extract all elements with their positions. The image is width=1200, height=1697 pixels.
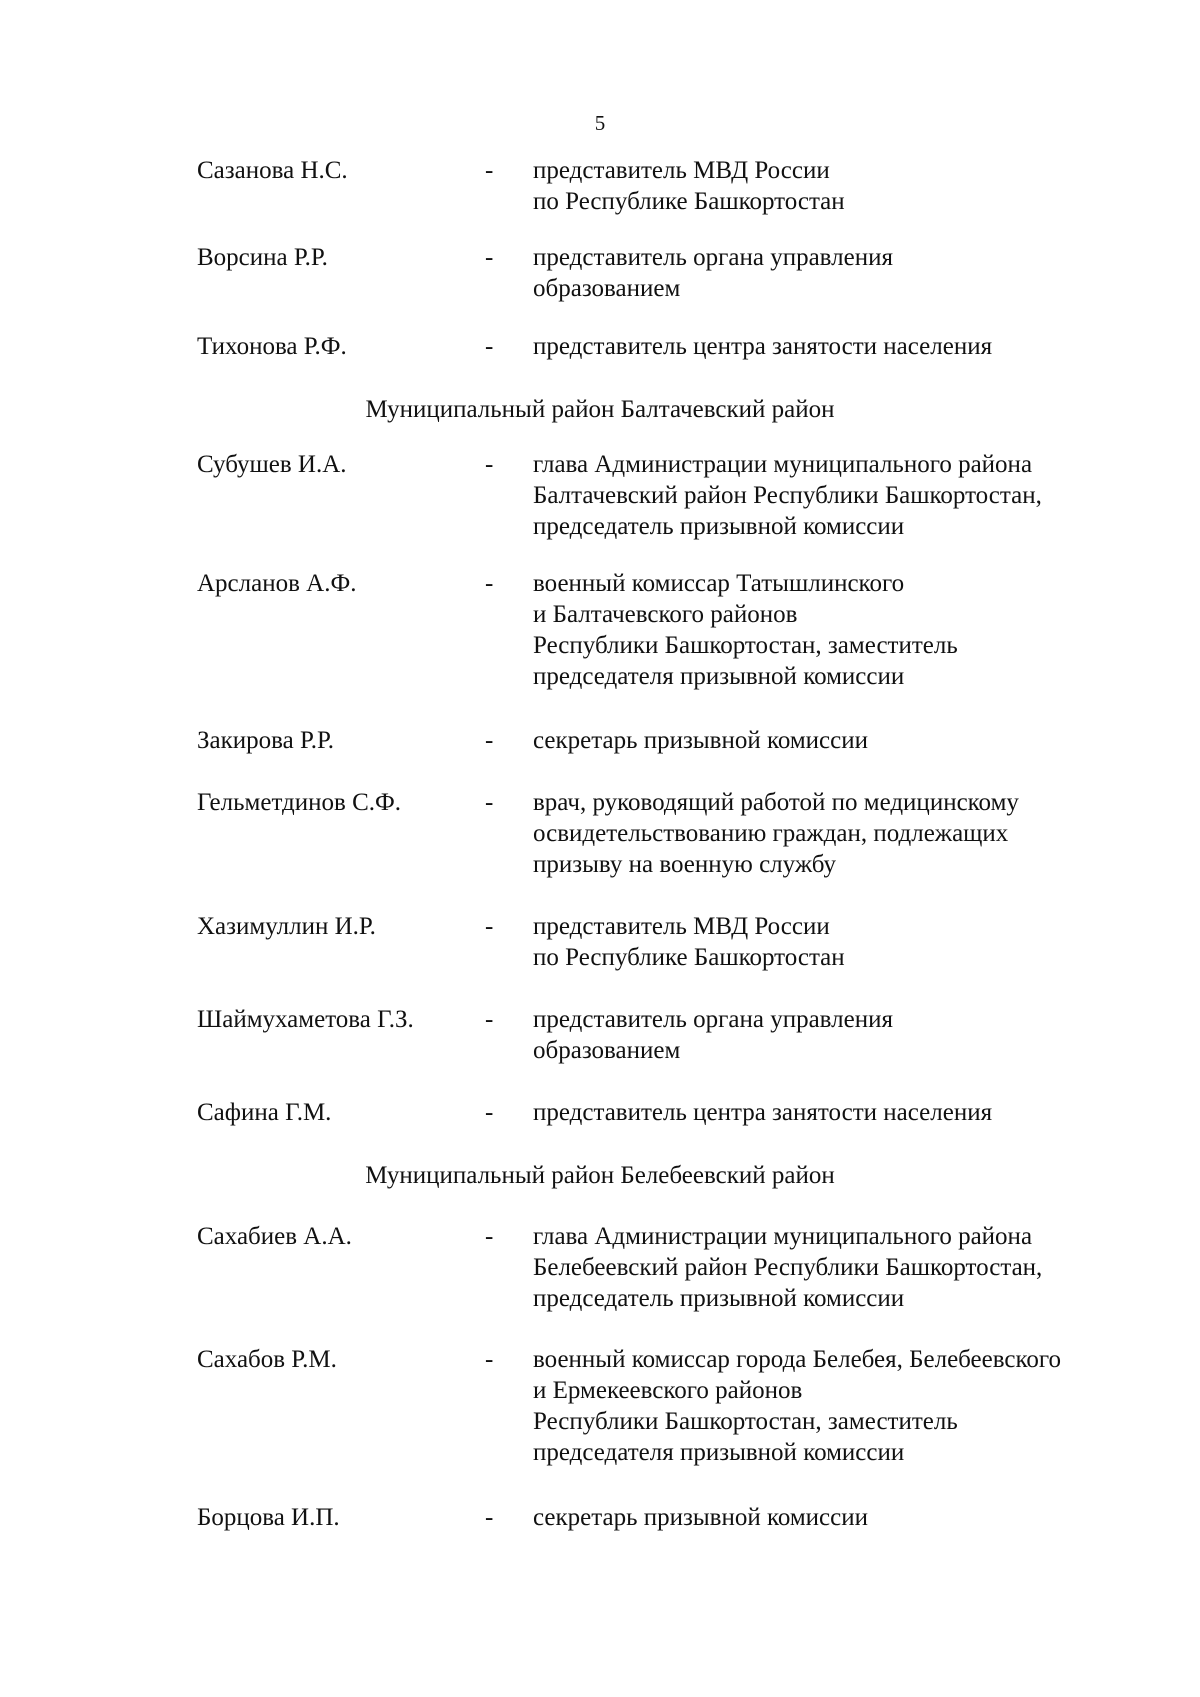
member-role bbox=[533, 155, 1133, 217]
role-line: врач, руководящий работой по медицинскому bbox=[533, 789, 1019, 816]
role-line: представитель центра занятости населения bbox=[533, 333, 993, 360]
role-line: секретарь призывной комиссии bbox=[533, 1504, 869, 1531]
role-line: Республики Башкортостан, заместитель bbox=[533, 632, 958, 659]
role-line: и Балтачевского районов bbox=[533, 601, 798, 628]
role-line: по Республике Башкортостан bbox=[533, 944, 845, 971]
role-line: представитель центра занятости населения bbox=[533, 1099, 993, 1126]
member-role bbox=[533, 1004, 1133, 1066]
member-role bbox=[533, 1344, 1133, 1468]
member-name: Арсланов А.Ф. bbox=[197, 570, 357, 597]
role-line: Белебеевский район Республики Башкортостан, bbox=[533, 1254, 1043, 1281]
dash-separator: - bbox=[485, 157, 494, 184]
role-line: секретарь призывной комиссии bbox=[533, 727, 869, 754]
member-role bbox=[533, 331, 1133, 362]
dash-separator: - bbox=[485, 570, 494, 597]
member-role bbox=[533, 1097, 1133, 1128]
role-line: образованием bbox=[533, 275, 681, 302]
member-role bbox=[533, 787, 1133, 880]
role-line: представитель органа управления bbox=[533, 1006, 893, 1033]
member-name: Сахабиев А.А. bbox=[197, 1223, 352, 1250]
role-line: Балтачевский район Республики Башкортостан, bbox=[533, 482, 1042, 509]
dash-separator: - bbox=[485, 727, 494, 754]
member-name: Шаймухаметова Г.З. bbox=[197, 1006, 414, 1033]
role-line: председатель призывной комиссии bbox=[533, 513, 905, 540]
role-line: военный комиссар Татышлинского bbox=[533, 570, 905, 597]
dash-separator: - bbox=[485, 1099, 494, 1126]
role-line: и Ермекеевского районов bbox=[533, 1377, 803, 1404]
role-line: председатель призывной комиссии bbox=[533, 1285, 905, 1312]
member-name: Субушев И.А. bbox=[197, 451, 347, 478]
member-name: Борцова И.П. bbox=[197, 1504, 340, 1531]
dash-separator: - bbox=[485, 1006, 494, 1033]
member-role bbox=[533, 725, 1133, 756]
role-line: глава Администрации муниципального района bbox=[533, 1223, 1033, 1250]
dash-separator: - bbox=[485, 1223, 494, 1250]
member-name: Сафина Г.М. bbox=[197, 1099, 332, 1126]
dash-separator: - bbox=[485, 451, 494, 478]
role-line: глава Администрации муниципального района bbox=[533, 451, 1033, 478]
dash-separator: - bbox=[485, 913, 494, 940]
member-name: Тихонова Р.Ф. bbox=[197, 333, 347, 360]
member-role bbox=[533, 911, 1133, 973]
role-line: образованием bbox=[533, 1037, 681, 1064]
member-role bbox=[533, 242, 1133, 304]
role-line: председателя призывной комиссии bbox=[533, 663, 905, 690]
role-line: призыву на военную службу bbox=[533, 851, 837, 878]
role-line: представитель МВД России bbox=[533, 157, 830, 184]
dash-separator: - bbox=[485, 1346, 494, 1373]
member-role bbox=[533, 1502, 1133, 1533]
member-name: Ворсина Р.Р. bbox=[197, 244, 328, 271]
member-name: Гельметдинов С.Ф. bbox=[197, 789, 401, 816]
dash-separator: - bbox=[485, 789, 494, 816]
member-name: Сазанова Н.С. bbox=[197, 157, 348, 184]
member-name: Сахабов Р.М. bbox=[197, 1346, 337, 1373]
member-role bbox=[533, 449, 1133, 542]
member-name: Закирова Р.Р. bbox=[197, 727, 335, 754]
role-line: Республики Башкортостан, заместитель bbox=[533, 1408, 958, 1435]
role-line: представитель МВД России bbox=[533, 913, 830, 940]
dash-separator: - bbox=[485, 333, 494, 360]
role-line: представитель органа управления bbox=[533, 244, 893, 271]
role-line: председателя призывной комиссии bbox=[533, 1439, 905, 1466]
member-role bbox=[533, 1221, 1133, 1314]
role-line: военный комиссар города Белебея, Белебеевского bbox=[533, 1346, 1062, 1373]
section-heading: Муниципальный район Балтачевский район bbox=[365, 396, 835, 423]
role-line: освидетельствованию граждан, подлежащих bbox=[533, 820, 1009, 847]
role-line: по Республике Башкортостан bbox=[533, 188, 845, 215]
section-heading: Муниципальный район Белебеевский район bbox=[365, 1162, 835, 1189]
dash-separator: - bbox=[485, 1504, 494, 1531]
page-number: 5 bbox=[594, 111, 606, 135]
member-role bbox=[533, 568, 1133, 692]
dash-separator: - bbox=[485, 244, 494, 271]
member-name: Хазимуллин И.Р. bbox=[197, 913, 376, 940]
